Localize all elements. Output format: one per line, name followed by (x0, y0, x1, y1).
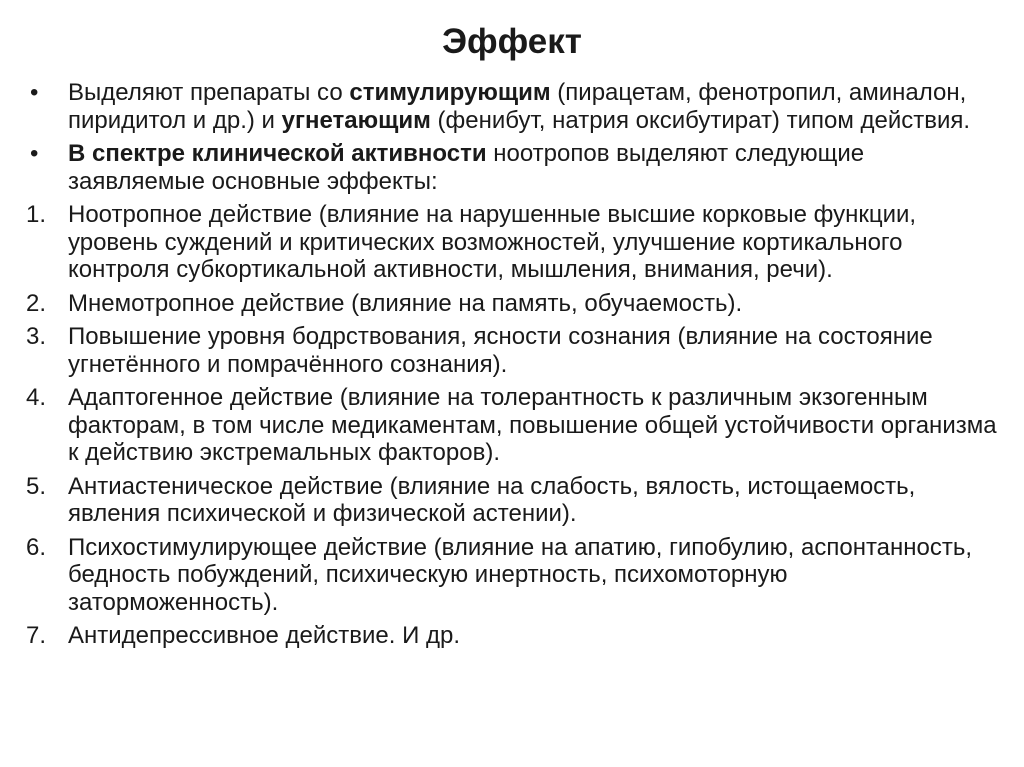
bold-term-stimulating: стимулирующим (349, 79, 551, 106)
numbered-item-6 (26, 534, 1001, 617)
number-marker: 4. (26, 384, 47, 411)
bullet-text (68, 79, 1001, 134)
numbered-item-4 (26, 384, 1001, 467)
text-run: (пирацетам, фенотропил, аминалон, пиридитол и др.) и (68, 79, 967, 134)
slide-title: Эффект (442, 22, 582, 61)
numbered-text: Психостимулирующее действие (влияние на апатию, гипобулию, аспонтанность, бедность побуждений, психическую инертность, психомоторную заторможенность). (68, 533, 973, 616)
bold-term-depressing: угнетающим (281, 106, 431, 134)
number-marker: 5. (26, 472, 47, 500)
numbered-item-5 (26, 473, 1001, 528)
numbered-item-2 (26, 290, 1001, 318)
numbered-text: Адаптогенное действие (влияние на толерантность к различным экзогенным факторам, в том числе медикаментам, повышение общей устойчивости организма к действию экстремальных факторов). (68, 384, 997, 466)
number-marker: 1. (26, 201, 47, 228)
slide-content (26, 79, 1001, 656)
numbered-item-1 (26, 201, 1001, 284)
bullet-item-2 (26, 140, 1001, 195)
number-marker: 6. (26, 533, 47, 561)
numbered-text: Повышение уровня бодрствования, ясности сознания (влияние на состояние угнетённого и помрачённого сознания). (68, 323, 933, 378)
numbered-text: Ноотропное действие (влияние на нарушенные высшие корковые функции, уровень суждений и критических возможностей, улучшение кортикального контроля субкортикальной активности, мышления, внимания, речи). (68, 201, 917, 283)
numbered-item-7 (26, 622, 1001, 650)
number-marker: 3. (26, 323, 47, 350)
numbered-text: Антиастеническое действие (влияние на слабость, вялость, истощаемость, явления психической и физической астении). (68, 472, 916, 527)
numbered-text: Мнемотропное действие (влияние на память, обучаемость). (68, 289, 743, 317)
text-run: (фенибут, натрия оксибутират) типом действия. (430, 106, 971, 134)
numbered-text: Антидепрессивное действие. И др. (68, 622, 461, 649)
bold-term-spectrum: В спектре клинической активности (68, 140, 487, 167)
text-run: Выделяют препараты со (68, 79, 350, 106)
text-run: ноотропов выделяют следующие заявляемые основные эффекты: (68, 140, 865, 195)
bullet-text (68, 140, 1001, 195)
numbered-item-3 (26, 323, 1001, 378)
number-marker: 2. (26, 289, 47, 317)
bullet-marker: • (30, 79, 39, 106)
bullet-item-1 (26, 79, 1001, 134)
number-marker: 7. (26, 622, 47, 649)
bullet-marker: • (30, 140, 39, 167)
